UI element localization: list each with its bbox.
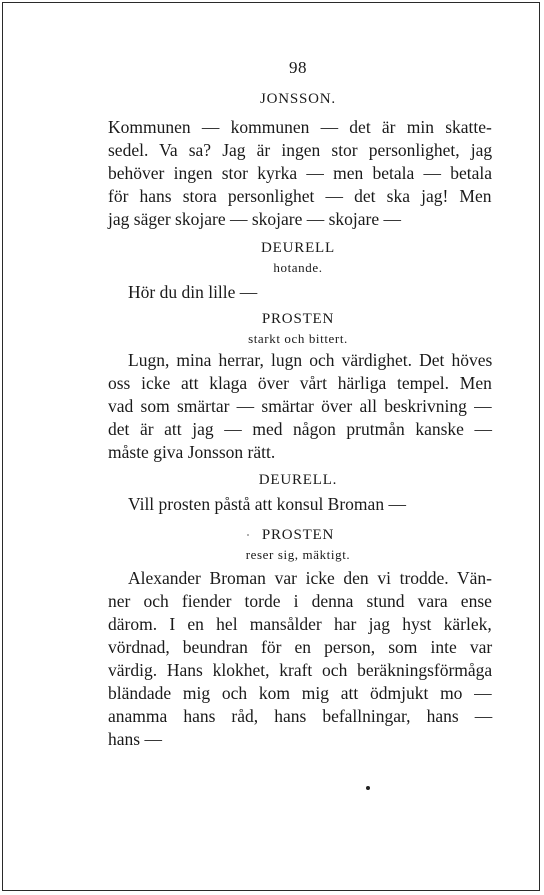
speaker-name: DEURELL. bbox=[258, 472, 338, 488]
dialogue-line: för hans stora personlighet — det ska jag! Men bbox=[108, 186, 492, 206]
speaker-name: PROSTEN bbox=[261, 311, 335, 327]
print-speck bbox=[247, 534, 249, 536]
dialogue-line: Alexander Broman var icke den vi trodde. Vän- bbox=[128, 568, 493, 588]
dialogue-line: behöver ingen stor kyrka — men betala — betala bbox=[108, 163, 493, 183]
speaker-name: PROSTEN bbox=[261, 527, 335, 543]
dialogue-line: vördnad, beundran för en person, som inte var bbox=[108, 637, 493, 657]
stage-direction: hotande. bbox=[273, 260, 323, 275]
dialogue-line: anamma hans råd, hans befallningar, hans — bbox=[108, 706, 493, 726]
print-dot bbox=[366, 786, 370, 790]
dialogue-line: jag säger skojare — skojare — skojare — bbox=[108, 209, 402, 229]
dialogue-line: hans — bbox=[108, 729, 162, 749]
dialogue-line: värdig. Hans klokhet, kraft och beräkningsförmåga bbox=[108, 660, 493, 680]
dialogue-line: därom. I en hel mansålder har jag hyst kärlek, bbox=[108, 614, 492, 634]
dialogue-line: bländade mig och kom mig att ödmjukt mo — bbox=[108, 683, 492, 703]
page-number: 98 bbox=[289, 58, 307, 77]
stage-direction: starkt och bittert. bbox=[248, 331, 348, 346]
dialogue-line: vad som smärtar — smärtar över all beskrivning — bbox=[108, 396, 492, 416]
dialogue-line: sedel. Va sa? Jag är ingen stor personlighet, jag bbox=[108, 140, 493, 160]
speaker-name: JONSSON. bbox=[259, 91, 336, 107]
dialogue-line: Vill prosten påstå att konsul Broman — bbox=[128, 494, 406, 514]
dialogue-line: ner och fiender torde i denna stund vara ense bbox=[108, 591, 492, 611]
speaker-name: DEURELL bbox=[261, 240, 335, 256]
dialogue-line: oss icke att klaga över vårt härliga tempel. Men bbox=[108, 373, 492, 393]
dialogue-line: det är att jag — med någon prutmån kanske — bbox=[108, 419, 493, 439]
dialogue-line: Hör du din lille — bbox=[128, 282, 258, 302]
dialogue-line: måste giva Jonsson rätt. bbox=[108, 442, 276, 462]
stage-direction: reser sig, mäktigt. bbox=[245, 547, 351, 562]
dialogue-line: Lugn, mina herrar, lugn och värdighet. Det höves bbox=[128, 350, 493, 370]
dialogue-line: Kommunen — kommunen — det är min skatte- bbox=[108, 117, 492, 137]
